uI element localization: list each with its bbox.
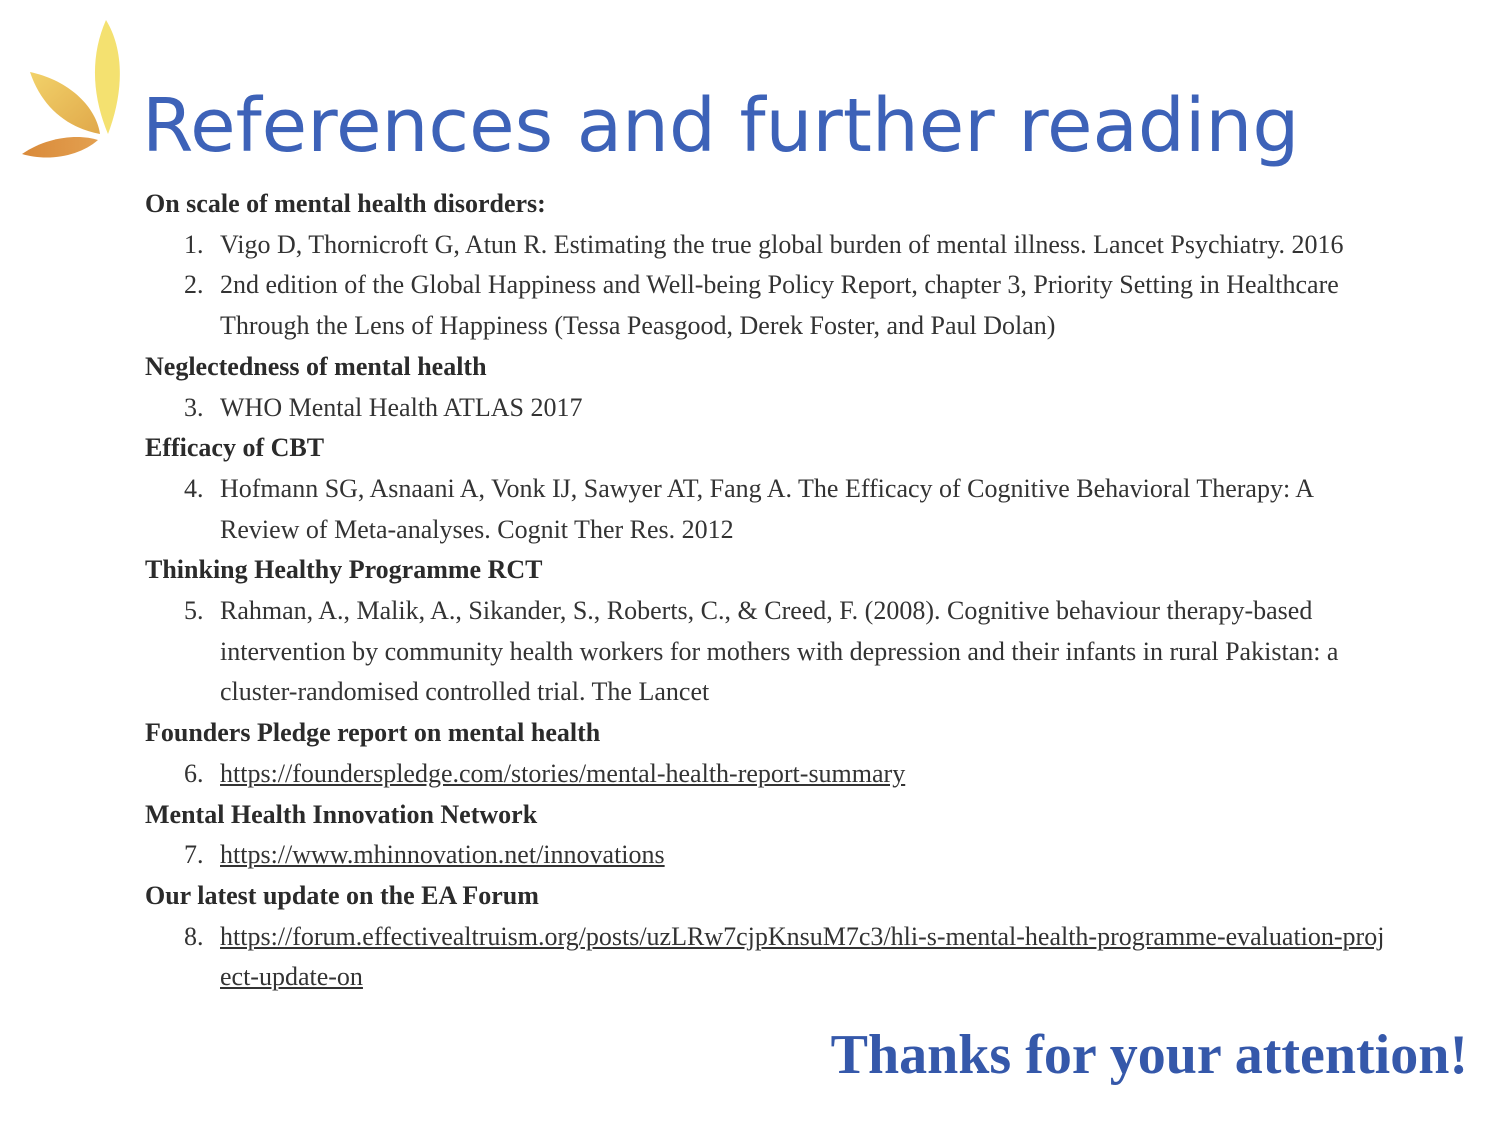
leaf-petals-logo-icon — [18, 16, 133, 166]
reference-text: Hofmann SG, Asnaani A, Vonk IJ, Sawyer AT, Fang A. The Efficacy of Cognitive Behavioral Therapy: A Review of Meta-analyses. Cognit Ther Res. 2012 — [220, 473, 1313, 544]
section-heading-cbt: Efficacy of CBT — [145, 433, 325, 463]
section-heading-rct: Thinking Healthy Programme RCT — [145, 555, 543, 585]
reference-text: Rahman, A., Malik, A., Sikander, S., Roberts, C., & Creed, F. (2008). Cognitive behaviour therapy-based intervention by community health workers for mothers with depression and their infants in rural Pakistan: a cluster-randomised controlled trial. The Lancet — [220, 596, 1339, 707]
reference-item — [145, 265, 1390, 346]
logo-petal-left — [30, 72, 100, 134]
reference-number: 7. — [184, 840, 204, 870]
reference-number: 3. — [184, 392, 204, 422]
reference-item — [145, 917, 1390, 998]
ea-forum-link[interactable]: https://forum.effectivealtruism.org/posts/uzLRw7cjpKnsuM7c3/hli-s-mental-health-programme-evaluation-project-update-on — [220, 921, 1385, 992]
section-heading-innovation-network: Mental Health Innovation Network — [145, 799, 538, 829]
reference-text: WHO Mental Health ATLAS 2017 — [220, 392, 583, 422]
section-heading-founders-pledge: Founders Pledge report on mental health — [145, 718, 601, 748]
reference-item — [145, 835, 1390, 876]
reference-number: 6. — [184, 758, 204, 788]
page-title: References and further reading — [142, 83, 1300, 169]
founders-pledge-link[interactable]: https://founderspledge.com/stories/mental-health-report-summary — [220, 758, 906, 788]
references-list — [145, 184, 1390, 998]
reference-item — [145, 225, 1390, 266]
mhinnovation-link[interactable]: https://www.mhinnovation.net/innovations — [220, 840, 665, 870]
reference-item — [145, 469, 1390, 550]
reference-text: 2nd edition of the Global Happiness and Well-being Policy Report, chapter 3, Priority Setting in Healthcare Through the Lens of Happiness (Tessa Peasgood, Derek Foster, and Paul Dolan) — [220, 270, 1339, 341]
logo-petal-top — [95, 20, 120, 134]
reference-number: 1. — [184, 229, 204, 259]
section-heading-ea-forum: Our latest update on the EA Forum — [145, 880, 539, 910]
closing-message: Thanks for your attention! — [830, 1024, 1468, 1086]
section-heading-scale: On scale of mental health disorders: — [145, 189, 546, 218]
reference-item — [145, 591, 1390, 713]
reference-text: Vigo D, Thornicroft G, Atun R. Estimating the true global burden of mental illness. Lancet Psychiatry. 2016 — [220, 229, 1344, 259]
reference-item — [145, 754, 1390, 795]
logo-petal-bottom — [22, 137, 98, 158]
reference-number: 4. — [184, 473, 204, 503]
reference-number: 8. — [184, 921, 204, 951]
reference-item — [145, 388, 1390, 429]
reference-number: 5. — [184, 596, 204, 626]
reference-number: 2. — [184, 270, 204, 300]
section-heading-neglectedness: Neglectedness of mental health — [145, 351, 487, 381]
